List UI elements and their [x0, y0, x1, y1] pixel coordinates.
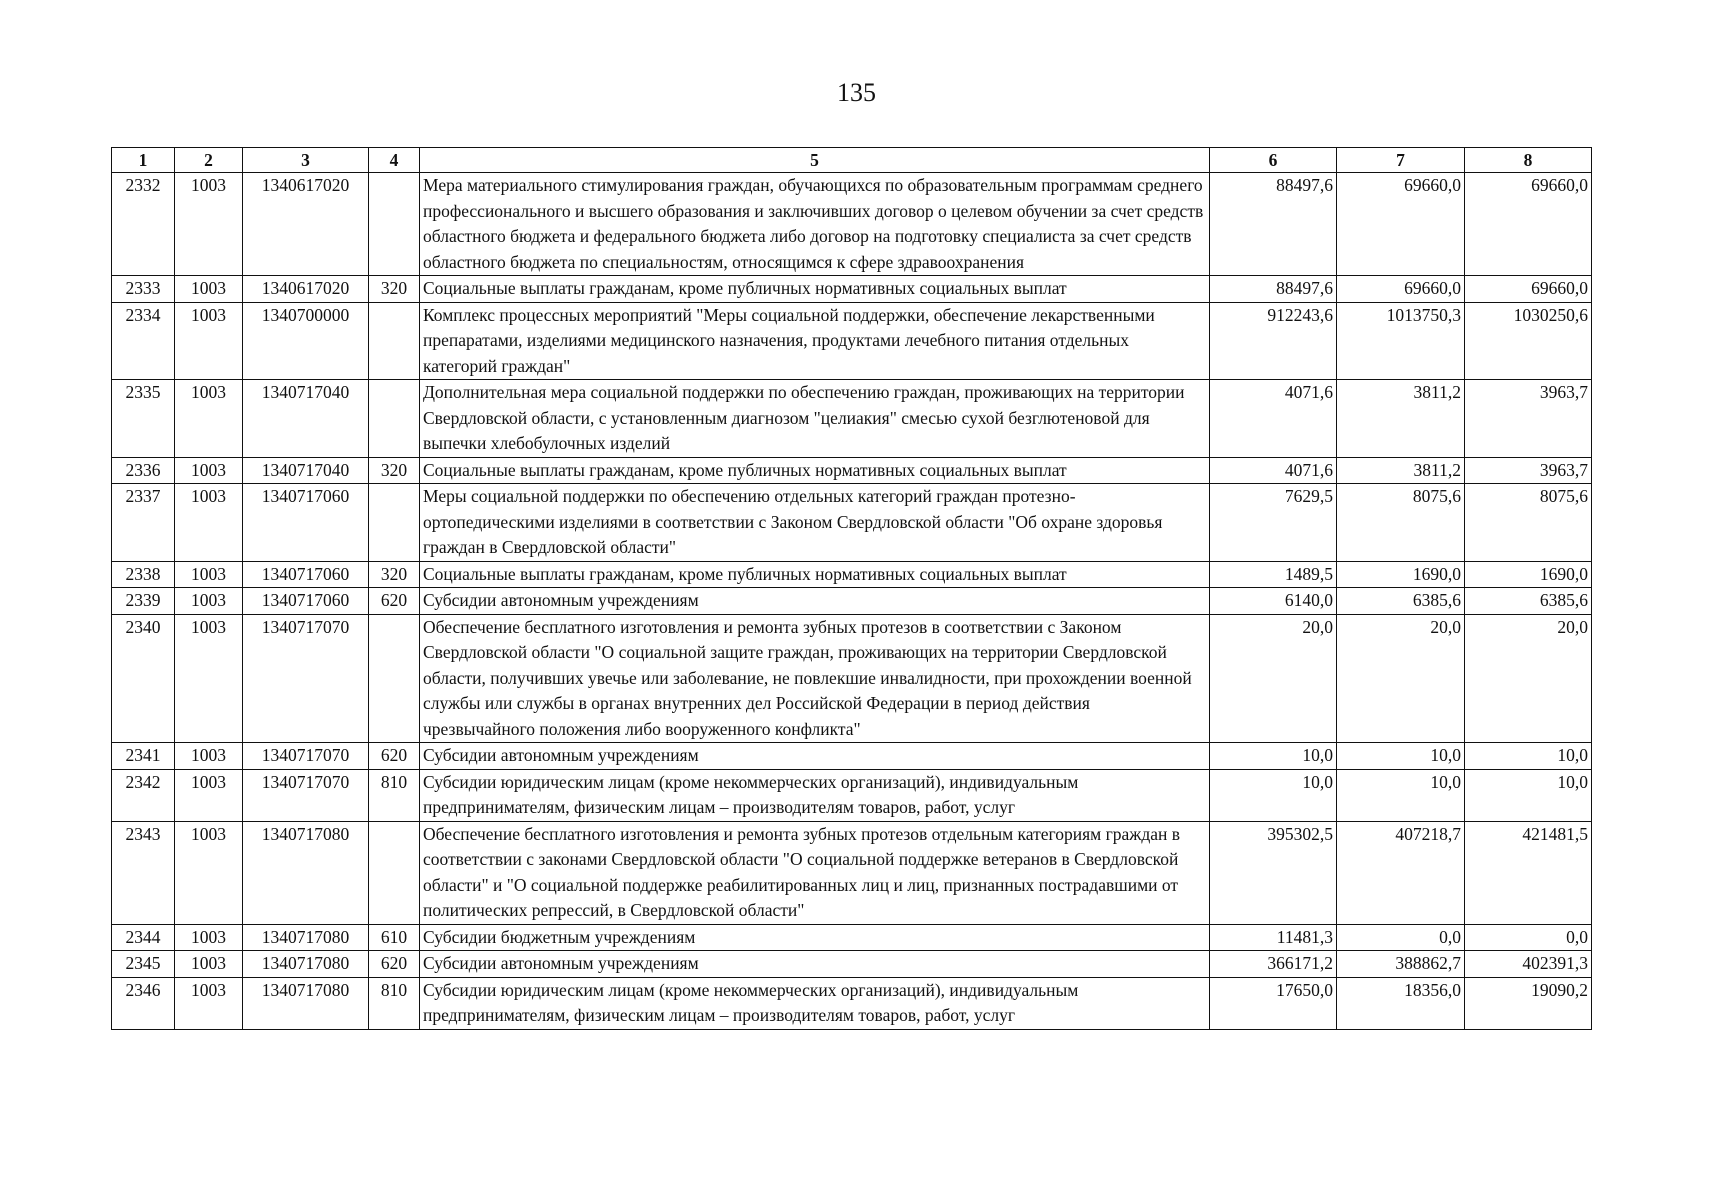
- section-code: 1003: [175, 276, 243, 303]
- table-row: [112, 276, 1592, 303]
- expense-type-code: [369, 380, 420, 458]
- amount-col-7: 10,0: [1337, 769, 1465, 821]
- column-header: 7: [1337, 148, 1465, 173]
- amount-col-8: 20,0: [1465, 614, 1592, 743]
- expense-type-code: [369, 614, 420, 743]
- target-article-code: 1340717060: [243, 484, 369, 562]
- row-number: 2332: [112, 173, 175, 276]
- amount-col-6: 1489,5: [1210, 561, 1337, 588]
- amount-col-8: 3963,7: [1465, 380, 1592, 458]
- row-number: 2344: [112, 924, 175, 951]
- row-description: Социальные выплаты гражданам, кроме публичных нормативных социальных выплат: [420, 561, 1210, 588]
- column-header: 1: [112, 148, 175, 173]
- row-description: Субсидии автономным учреждениям: [420, 951, 1210, 978]
- amount-col-6: 4071,6: [1210, 380, 1337, 458]
- amount-col-7: 6385,6: [1337, 588, 1465, 615]
- amount-col-7: 18356,0: [1337, 977, 1465, 1029]
- section-code: 1003: [175, 614, 243, 743]
- row-description: Субсидии бюджетным учреждениям: [420, 924, 1210, 951]
- table-row: [112, 821, 1592, 924]
- section-code: 1003: [175, 924, 243, 951]
- expense-type-code: 320: [369, 457, 420, 484]
- expense-type-code: 620: [369, 951, 420, 978]
- page-number: 135: [837, 78, 876, 107]
- amount-col-8: 10,0: [1465, 743, 1592, 770]
- row-number: 2333: [112, 276, 175, 303]
- section-code: 1003: [175, 977, 243, 1029]
- table-row: [112, 484, 1592, 562]
- table-row: [112, 951, 1592, 978]
- amount-col-6: 88497,6: [1210, 276, 1337, 303]
- row-description: Меры социальной поддержки по обеспечению отдельных категорий граждан протезно-ортопедическими изделиями в соответствии с Законом Свердловской области "Об охране здоровья граждан в Свердловской области": [420, 484, 1210, 562]
- target-article-code: 1340717080: [243, 924, 369, 951]
- row-number: 2343: [112, 821, 175, 924]
- row-number: 2346: [112, 977, 175, 1029]
- target-article-code: 1340717060: [243, 561, 369, 588]
- expense-type-code: 610: [369, 924, 420, 951]
- expense-type-code: 620: [369, 743, 420, 770]
- amount-col-7: 69660,0: [1337, 276, 1465, 303]
- amount-col-7: 3811,2: [1337, 380, 1465, 458]
- table-row: [112, 588, 1592, 615]
- table-row: [112, 173, 1592, 276]
- row-number: 2334: [112, 302, 175, 380]
- table-row: [112, 977, 1592, 1029]
- amount-col-7: 407218,7: [1337, 821, 1465, 924]
- amount-col-8: 421481,5: [1465, 821, 1592, 924]
- amount-col-7: 8075,6: [1337, 484, 1465, 562]
- column-header: 4: [369, 148, 420, 173]
- section-code: 1003: [175, 561, 243, 588]
- amount-col-8: 3963,7: [1465, 457, 1592, 484]
- section-code: 1003: [175, 743, 243, 770]
- amount-col-6: 366171,2: [1210, 951, 1337, 978]
- amount-col-6: 20,0: [1210, 614, 1337, 743]
- amount-col-7: 20,0: [1337, 614, 1465, 743]
- row-number: 2337: [112, 484, 175, 562]
- amount-col-8: 6385,6: [1465, 588, 1592, 615]
- amount-col-8: 0,0: [1465, 924, 1592, 951]
- amount-col-7: 388862,7: [1337, 951, 1465, 978]
- amount-col-6: 912243,6: [1210, 302, 1337, 380]
- row-number: 2342: [112, 769, 175, 821]
- expense-type-code: 810: [369, 977, 420, 1029]
- amount-col-8: 1690,0: [1465, 561, 1592, 588]
- amount-col-8: 8075,6: [1465, 484, 1592, 562]
- row-description: Субсидии автономным учреждениям: [420, 588, 1210, 615]
- target-article-code: 1340717040: [243, 457, 369, 484]
- column-header: 6: [1210, 148, 1337, 173]
- expense-type-code: 320: [369, 561, 420, 588]
- row-number: 2345: [112, 951, 175, 978]
- amount-col-7: 0,0: [1337, 924, 1465, 951]
- amount-col-8: 19090,2: [1465, 977, 1592, 1029]
- target-article-code: 1340717080: [243, 951, 369, 978]
- target-article-code: 1340700000: [243, 302, 369, 380]
- section-code: 1003: [175, 588, 243, 615]
- row-description: Социальные выплаты гражданам, кроме публичных нормативных социальных выплат: [420, 457, 1210, 484]
- target-article-code: 1340617020: [243, 173, 369, 276]
- row-description: Мера материального стимулирования граждан, обучающихся по образовательным программам среднего профессионального и высшего образования и заключивших договор о целевом обучении за счет средств областного бюджета и федерального бюджета либо договор на подготовку специалиста за счет средств областного бюджета по специальностям, относящимся к сфере здравоохранения: [420, 173, 1210, 276]
- expense-type-code: [369, 173, 420, 276]
- amount-col-8: 1030250,6: [1465, 302, 1592, 380]
- amount-col-6: 4071,6: [1210, 457, 1337, 484]
- amount-col-7: 3811,2: [1337, 457, 1465, 484]
- expense-type-code: 810: [369, 769, 420, 821]
- section-code: 1003: [175, 484, 243, 562]
- section-code: 1003: [175, 769, 243, 821]
- target-article-code: 1340717080: [243, 977, 369, 1029]
- row-description: Дополнительная мера социальной поддержки по обеспечению граждан, проживающих на территории Свердловской области, с установленным диагнозом "целиакия" смесью сухой безглютеновой для выпечки хлебобулочных изделий: [420, 380, 1210, 458]
- amount-col-8: 69660,0: [1465, 276, 1592, 303]
- row-number: 2338: [112, 561, 175, 588]
- column-header: 2: [175, 148, 243, 173]
- amount-col-6: 11481,3: [1210, 924, 1337, 951]
- row-number: 2336: [112, 457, 175, 484]
- table-row: [112, 302, 1592, 380]
- expense-type-code: [369, 484, 420, 562]
- row-description: Социальные выплаты гражданам, кроме публичных нормативных социальных выплат: [420, 276, 1210, 303]
- table-row: [112, 380, 1592, 458]
- section-code: 1003: [175, 380, 243, 458]
- column-header: 5: [420, 148, 1210, 173]
- target-article-code: 1340717060: [243, 588, 369, 615]
- amount-col-8: 69660,0: [1465, 173, 1592, 276]
- target-article-code: 1340717070: [243, 743, 369, 770]
- row-description: Субсидии юридическим лицам (кроме некоммерческих организаций), индивидуальным предпринимателям, физическим лицам – производителям товаров, работ, услуг: [420, 769, 1210, 821]
- amount-col-8: 10,0: [1465, 769, 1592, 821]
- column-header: 8: [1465, 148, 1592, 173]
- row-description: Обеспечение бесплатного изготовления и ремонта зубных протезов в соответствии с Законом Свердловской области "О социальной защите граждан, проживающих на территории Свердловской области, получивших увечье или заболевание, не повлекшие инвалидности, при прохождении военной службы или службы в органах внутренних дел Российской Федерации в период действия чрезвычайного положения либо вооруженного конфликта": [420, 614, 1210, 743]
- row-number: 2341: [112, 743, 175, 770]
- row-description: Обеспечение бесплатного изготовления и ремонта зубных протезов отдельным категориям граждан в соответствии с законами Свердловской области "О социальной поддержке ветеранов в Свердловской области" и "О социальной поддержке реабилитированных лиц и лиц, признанных пострадавшими от политических репрессий, в Свердловской области": [420, 821, 1210, 924]
- amount-col-6: 395302,5: [1210, 821, 1337, 924]
- amount-col-7: 1013750,3: [1337, 302, 1465, 380]
- section-code: 1003: [175, 173, 243, 276]
- amount-col-7: 10,0: [1337, 743, 1465, 770]
- row-description: Комплекс процессных мероприятий "Меры социальной поддержки, обеспечение лекарственными препаратами, изделиями медицинского назначения, продуктами лечебного питания отдельных категорий граждан": [420, 302, 1210, 380]
- section-code: 1003: [175, 457, 243, 484]
- table-row: [112, 457, 1592, 484]
- row-description: Субсидии юридическим лицам (кроме некоммерческих организаций), индивидуальным предпринимателям, физическим лицам – производителям товаров, работ, услуг: [420, 977, 1210, 1029]
- amount-col-8: 402391,3: [1465, 951, 1592, 978]
- target-article-code: 1340717040: [243, 380, 369, 458]
- target-article-code: 1340617020: [243, 276, 369, 303]
- table-row: [112, 924, 1592, 951]
- target-article-code: 1340717070: [243, 769, 369, 821]
- amount-col-6: 10,0: [1210, 769, 1337, 821]
- target-article-code: 1340717070: [243, 614, 369, 743]
- amount-col-6: 88497,6: [1210, 173, 1337, 276]
- expense-type-code: [369, 821, 420, 924]
- budget-table: [111, 147, 1592, 1030]
- table-header-row: [112, 148, 1592, 173]
- table-row: [112, 769, 1592, 821]
- table-row: [112, 561, 1592, 588]
- column-header: 3: [243, 148, 369, 173]
- amount-col-7: 69660,0: [1337, 173, 1465, 276]
- row-number: 2340: [112, 614, 175, 743]
- amount-col-7: 1690,0: [1337, 561, 1465, 588]
- table-row: [112, 743, 1592, 770]
- expense-type-code: 320: [369, 276, 420, 303]
- amount-col-6: 10,0: [1210, 743, 1337, 770]
- section-code: 1003: [175, 302, 243, 380]
- expense-type-code: [369, 302, 420, 380]
- expense-type-code: 620: [369, 588, 420, 615]
- row-description: Субсидии автономным учреждениям: [420, 743, 1210, 770]
- row-number: 2335: [112, 380, 175, 458]
- section-code: 1003: [175, 951, 243, 978]
- target-article-code: 1340717080: [243, 821, 369, 924]
- section-code: 1003: [175, 821, 243, 924]
- amount-col-6: 7629,5: [1210, 484, 1337, 562]
- amount-col-6: 6140,0: [1210, 588, 1337, 615]
- amount-col-6: 17650,0: [1210, 977, 1337, 1029]
- row-number: 2339: [112, 588, 175, 615]
- table-row: [112, 614, 1592, 743]
